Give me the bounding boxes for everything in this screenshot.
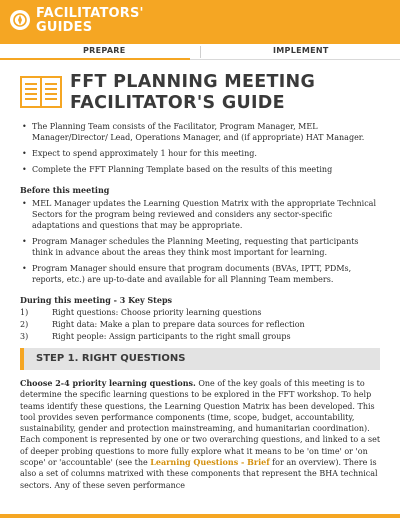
tab-implement[interactable]: IMPLEMENT (273, 46, 329, 55)
step-number: 2) (20, 320, 29, 329)
before-meeting-list (20, 198, 380, 290)
step-number: 1) (20, 308, 29, 317)
key-steps-list (20, 307, 380, 343)
footer-bar (0, 514, 400, 518)
step-1-banner (20, 348, 380, 370)
tab-divider (200, 46, 201, 58)
document-lines-icon (20, 76, 62, 112)
tab-prepare[interactable]: PREPARE (83, 46, 126, 55)
list-item: • Program Manager should ensure that program documents (BVAs, IPTT, PDMs, reports, etc.) are up-to-date and available for all Planning Team members. (20, 263, 380, 285)
compass-icon (10, 10, 30, 30)
list-item: • Expect to spend approximately 1 hour for this meeting. (20, 148, 380, 159)
step-1-body-continued: for an overview). There is also a set of columns matrixed with these components that represent the BHA technical sectors. Any of these seven performance (20, 458, 378, 490)
page-title (70, 72, 315, 114)
step-text: Right data: Make a plan to prepare data sources for reflection (52, 320, 305, 329)
list-item (20, 319, 380, 331)
header-bar (0, 0, 400, 44)
tab-bar (0, 44, 400, 60)
active-tab-indicator (0, 58, 190, 60)
step-text: Right people: Assign participants to the right small groups (52, 332, 291, 341)
list-item: • The Planning Team consists of the Facilitator, Program Manager, MEL Manager/Director/ Lead, Operations Manager, and (if appropriate) HAT Manager. (20, 121, 380, 143)
title-line-2: FACILITATOR'S GUIDE (70, 93, 285, 113)
brand-line-2: GUIDES (36, 20, 93, 35)
step-number: 3) (20, 332, 29, 341)
intro-bullet-list (20, 121, 380, 180)
list-item: • MEL Manager updates the Learning Question Matrix with the appropriate Technical Sectors for the program being reviewed and considers any sector-specific adaptations and questions that may be appropriate. (20, 198, 380, 231)
list-item (20, 331, 380, 343)
list-item: • Program Manager schedules the Planning Meeting, requesting that participants think in advance about the areas they think most important for learning. (20, 236, 380, 258)
step-1-body: One of the key goals of this meeting is to determine the specific learning questions to be explored in the FFT workshop. To help teams identify these questions, the Learning Question Matrix has been developed. This tool provides seven performance components (time, scope, budget, accountability, sustainability, gender and protection mainstreaming, and humanitarian coordination). Each component is represented by one or two overarching questions, and linked to a set of deeper probing questions to more fully explore what it means to be 'on time' or 'on scope' or 'accountable' (see the (20, 379, 381, 468)
before-meeting-heading: Before this meeting (20, 185, 110, 195)
learning-questions-brief-link[interactable]: Learning Questions - Brief (150, 457, 270, 468)
step-text: Right questions: Choose priority learning questions (52, 308, 262, 317)
during-meeting-heading: During this meeting - 3 Key Steps (20, 295, 173, 305)
list-item (20, 307, 380, 319)
step-1-title: STEP 1. RIGHT QUESTIONS (36, 353, 186, 364)
brand-title[interactable] (36, 7, 144, 35)
list-item: • Complete the FFT Planning Template based on the results of this meeting (20, 164, 380, 175)
step-1-lead: Choose 2-4 priority learning questions. (20, 378, 196, 388)
title-line-1: FFT PLANNING MEETING (70, 72, 316, 92)
step-1-paragraph (20, 378, 382, 491)
brand-line-1: FACILITATORS' (36, 6, 144, 21)
